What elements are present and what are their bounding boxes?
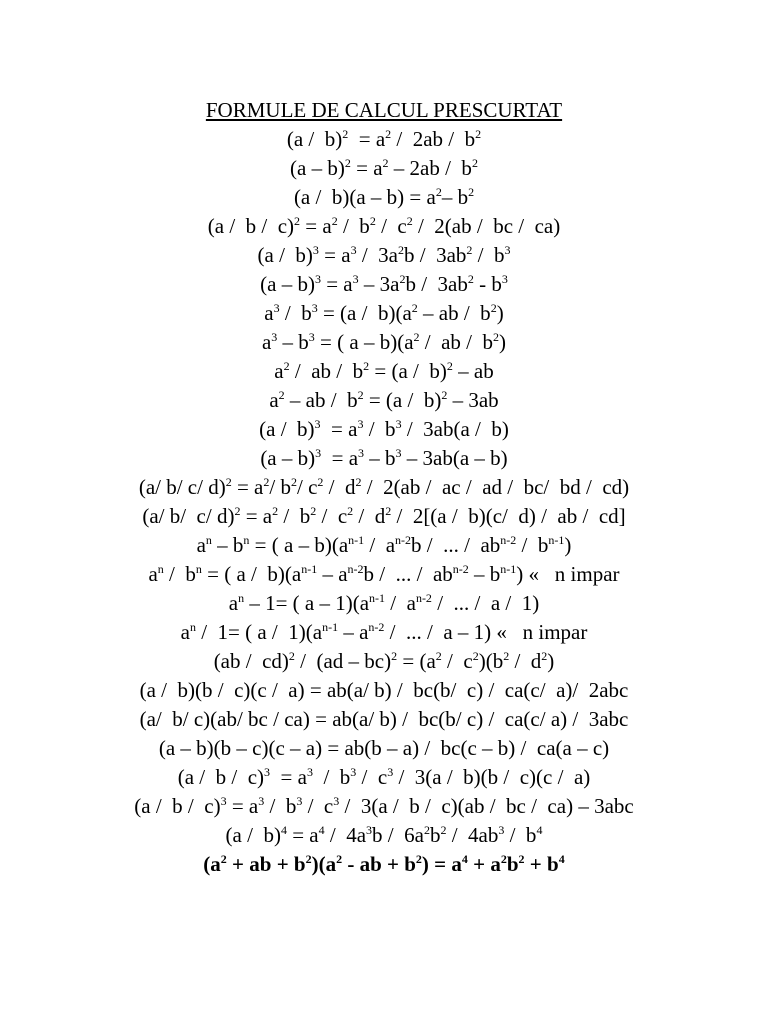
- superscript: 2: [411, 301, 418, 315]
- formula-line: $a^n - b^n$ = ( a – $b)(a^{n-1} / a^{n-2}b$ / ... / $ab^{n-2} / b^{n-1}$): [196, 533, 572, 557]
- superscript: 2: [385, 127, 392, 141]
- superscript: 4: [536, 823, 543, 837]
- superscript: 2: [475, 127, 482, 141]
- superscript: 2: [283, 359, 290, 373]
- formula-line: (a/ b/ c/ $d)^2 = a^2/$ $b^2/$ $c^2 / d^2 / 2(ab$ / ac / ad / bc/ bd / cd): [138, 475, 630, 499]
- superscript: 4: [558, 852, 565, 866]
- formula-line: $(a / b)^4 = a^4 / 4a^3b / 6a^2b^2 / 4ab^3 / b^4$: [225, 823, 543, 847]
- superscript: 3: [314, 417, 321, 431]
- superscript: 2: [541, 649, 548, 663]
- formula-line: $(a / b / c)^2 = a^2 / b^2 / c^2 / 2(ab$ / bc / ca): [207, 214, 561, 238]
- superscript: 2: [415, 852, 422, 866]
- superscript: 2: [471, 156, 478, 170]
- superscript: n-1: [301, 562, 318, 576]
- superscript: n-2: [452, 562, 469, 576]
- superscript: n: [243, 533, 250, 547]
- formula-line: $(a - b)^3 = a^3 - b^3 - 3ab(a - b)$: [260, 446, 508, 470]
- formula-line: $(a / b / c)^3 = a^3 / b^3 / c^3 / 3(a / b / c)(ab$ / bc / ca) – 3abc: [134, 794, 634, 818]
- superscript: 2: [493, 330, 500, 344]
- superscript: 2: [363, 359, 370, 373]
- superscript: 2: [490, 301, 497, 315]
- superscript: 2: [385, 504, 392, 518]
- superscript: 2: [331, 214, 338, 228]
- superscript: 2: [406, 214, 413, 228]
- formula-list: [0, 125, 768, 850]
- superscript: 3: [220, 794, 227, 808]
- superscript: 3: [387, 765, 394, 779]
- superscript: n-1: [548, 533, 565, 547]
- superscript: 3: [395, 446, 402, 460]
- formula-line: $a^2$ / ab / $b^2 = (a / b)^2$ – ab: [274, 359, 494, 383]
- superscript: n-1: [369, 591, 386, 605]
- superscript: 2: [391, 649, 398, 663]
- superscript: 2: [397, 243, 404, 257]
- superscript: 3: [498, 823, 505, 837]
- formula-line: (a/ b/ c/ $d)^2 = a^2 / b^2 / c^2 / d^2 / 2[(a / b)(c/$ d) / ab / cd]: [142, 504, 626, 528]
- superscript: 3: [273, 301, 280, 315]
- superscript: 3: [312, 243, 319, 257]
- formula-line: $(a / b)(a - b) = a^2-$ $b^2$: [293, 185, 475, 209]
- superscript: 3: [306, 765, 313, 779]
- formula-line: $a^n / b^n$ = ( a / $b)(a^{n-1} - a^{n-2}b$ / ... / $ab^{n-2} - b^{n-1}$) « n impar: [148, 562, 620, 586]
- superscript: n-1: [322, 620, 339, 634]
- formula-line: $(a / b)^3 = a^3 / 3a^2b / 3ab^2 / b^3$: [257, 243, 511, 267]
- superscript: 2: [288, 649, 295, 663]
- superscript: 3: [258, 794, 265, 808]
- superscript: 2: [423, 823, 430, 837]
- superscript: 3: [395, 417, 402, 431]
- superscript: 2: [272, 504, 279, 518]
- superscript: 3: [333, 794, 340, 808]
- superscript: 3: [271, 330, 278, 344]
- superscript: 2: [347, 504, 354, 518]
- superscript: n-2: [347, 562, 364, 576]
- formula-line: $a^2$ – ab / $b^2 = (a / b)^2 - 3ab$: [269, 388, 499, 412]
- superscript: 2: [317, 475, 324, 489]
- superscript: 2: [344, 156, 351, 170]
- superscript: 2: [305, 852, 312, 866]
- superscript: 2: [500, 852, 507, 866]
- formula-line: $(a - b)^2 = a^2 - 2ab / b^2$: [290, 156, 478, 180]
- superscript: n: [238, 591, 245, 605]
- formula-line: $(a / b)^2 = a^2 / 2ab / b^2$: [286, 127, 482, 151]
- superscript: 2: [503, 649, 510, 663]
- superscript: n-2: [415, 591, 432, 605]
- superscript: 2: [234, 504, 241, 518]
- superscript: 2: [413, 330, 420, 344]
- superscript: 2: [468, 185, 475, 199]
- superscript: 2: [467, 272, 474, 286]
- formula-line: $a^3 - b^3$ = ( a – $b)(a^2$ / ab / $b^2$): [261, 330, 507, 354]
- superscript: 4: [318, 823, 325, 837]
- superscript: 2: [440, 823, 447, 837]
- superscript: 2: [446, 359, 453, 373]
- formula-line: (a / b)(b / c)(c / a) = ab(a/ b) / bc(b/ c) / ca(c/ a)/ 2abc: [139, 678, 629, 702]
- superscript: 3: [504, 243, 511, 257]
- superscript: 3: [358, 446, 365, 460]
- superscript: 2: [290, 475, 297, 489]
- superscript: 2: [355, 475, 362, 489]
- formula-line: $(ab / cd)^2 / (ad - bc)^2 = (a^2 / c^2)(b^2 / d^2)$: [213, 649, 555, 673]
- superscript: 2: [369, 214, 376, 228]
- superscript: n: [157, 562, 164, 576]
- superscript: 2: [399, 272, 406, 286]
- superscript: 2: [278, 388, 285, 402]
- superscript: n: [195, 562, 202, 576]
- superscript: 3: [350, 765, 357, 779]
- formula-line: $a^3 / b^3 = (a / b)(a^2$ – ab / $b^2$): [264, 301, 504, 325]
- superscript: 3: [308, 330, 315, 344]
- document-page: [0, 96, 768, 879]
- superscript: 2: [441, 388, 448, 402]
- superscript: 4: [461, 852, 468, 866]
- bold-formula-line: ($a^2$ + ab + $b^2)(a^2$ - ab + $b^2) = a^4 + a^2b^2 + b^4$: [203, 852, 565, 876]
- formula-line: $(a - b)^3 = a^3 - 3a^2b / 3ab^2 - b^3$: [260, 272, 508, 296]
- superscript: 2: [357, 388, 364, 402]
- superscript: 3: [350, 243, 357, 257]
- formula-line: (a/ b/ c)(ab/ bc / ca) = ab(a/ b) / bc(b/ c) / ca(c/ a) / 3abc: [139, 707, 629, 731]
- superscript: 3: [311, 301, 318, 315]
- superscript: 3: [352, 272, 359, 286]
- superscript: 2: [263, 475, 270, 489]
- superscript: 2: [225, 475, 232, 489]
- formula-line: (a – b)(b – c)(c – a) = ab(b – a) / bc(c – b) / ca(a – c): [158, 736, 610, 760]
- superscript: 3: [501, 272, 508, 286]
- superscript: n: [189, 620, 196, 634]
- superscript: 3: [366, 823, 373, 837]
- superscript: 2: [310, 504, 317, 518]
- superscript: 3: [314, 272, 321, 286]
- superscript: 2: [382, 156, 389, 170]
- superscript: 2: [220, 852, 227, 866]
- superscript: 2: [518, 852, 525, 866]
- superscript: 4: [280, 823, 287, 837]
- superscript: 2: [435, 185, 442, 199]
- superscript: 2: [294, 214, 301, 228]
- superscript: 2: [435, 649, 442, 663]
- superscript: n-1: [348, 533, 365, 547]
- superscript: 2: [336, 852, 343, 866]
- superscript: n-2: [368, 620, 385, 634]
- formula-line: $(a / b)^3 = a^3 / b^3 / 3ab(a / b)$: [259, 417, 509, 441]
- superscript: 2: [342, 127, 349, 141]
- formula-line: $(a / b / c)^3 = a^3 / b^3 / c^3 / 3(a / b)(b / c)(c / a)$: [177, 765, 591, 789]
- superscript: 2: [466, 243, 473, 257]
- superscript: n-2: [500, 533, 517, 547]
- superscript: n-1: [500, 562, 517, 576]
- superscript: 3: [357, 417, 364, 431]
- superscript: 3: [315, 446, 322, 460]
- superscript: 3: [264, 765, 271, 779]
- superscript: 2: [472, 649, 479, 663]
- document-title: FORMULE DE CALCUL PRESCURTAT: [205, 98, 563, 122]
- superscript: n-2: [395, 533, 412, 547]
- formula-line: $a^n - 1=$ ( a – $1)(a^{n-1} / a^{n-2}$ / ... / a / 1): [228, 591, 540, 615]
- formula-line: $a^n / 1=$ ( a / $1)(a^{n-1} - a^{n-2}$ / ... / a – 1) « n impar: [180, 620, 588, 644]
- superscript: n: [205, 533, 212, 547]
- superscript: 3: [296, 794, 303, 808]
